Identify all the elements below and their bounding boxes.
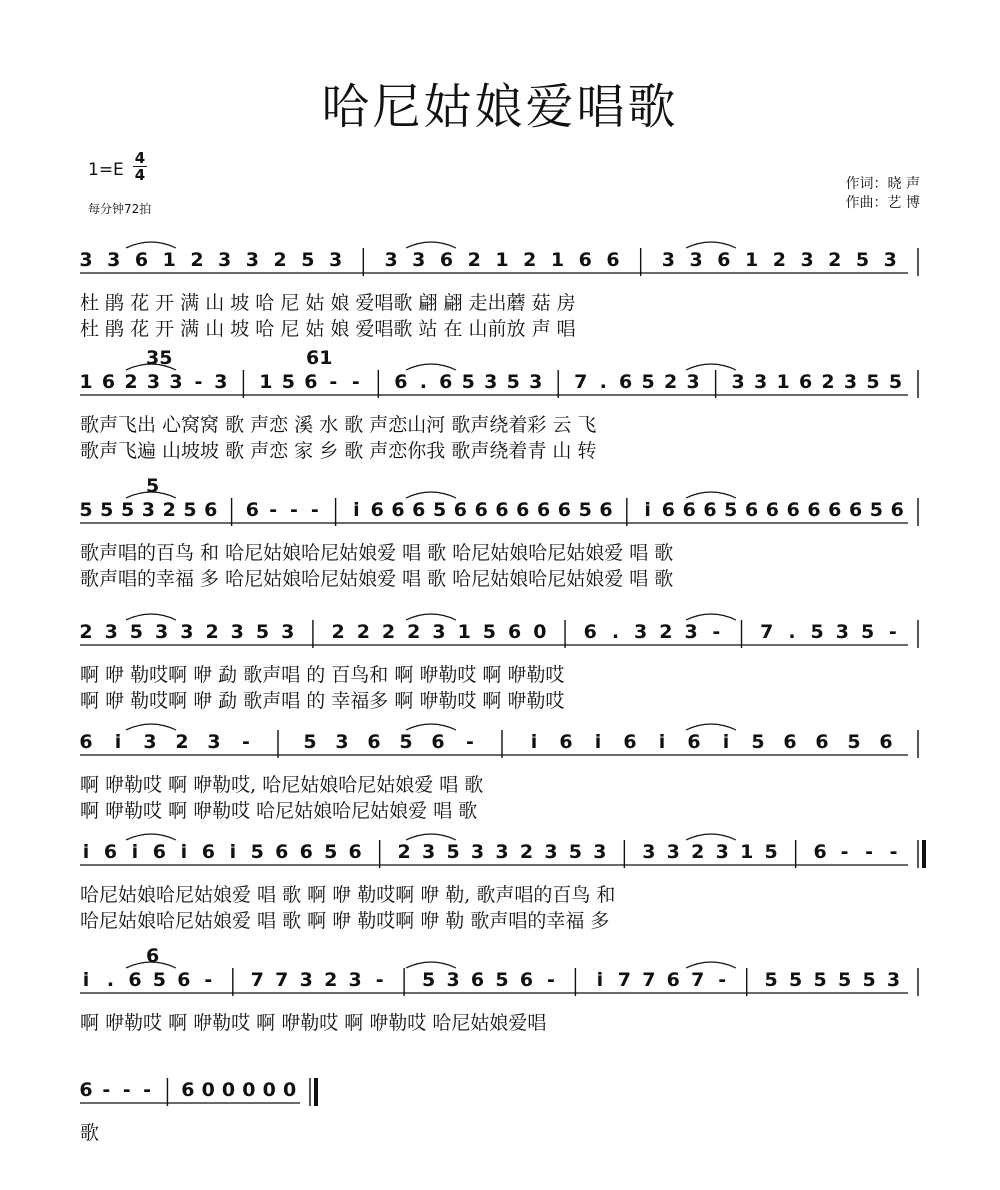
note: 1 [457, 621, 471, 643]
note: 6 [599, 499, 613, 521]
note: 2 [772, 249, 786, 271]
slur [406, 614, 456, 620]
note: . [788, 621, 796, 643]
note: 3 [299, 969, 313, 991]
time-signature [132, 150, 148, 183]
note: 6 [439, 371, 453, 393]
note: - [329, 371, 338, 393]
note: 6 [765, 499, 780, 521]
note: 3 [79, 249, 93, 271]
note: 5 [79, 499, 93, 521]
note: 1 [259, 371, 273, 393]
note: i [596, 969, 604, 991]
note: 2 [124, 371, 138, 393]
note: 2 [79, 621, 93, 643]
note: 3 [155, 621, 169, 643]
note: - [143, 1079, 152, 1101]
note: 5 [303, 731, 317, 753]
note: i [722, 731, 730, 753]
note: i [594, 731, 602, 753]
note: - [194, 371, 203, 393]
note: 3 [328, 249, 343, 271]
note: 6 [453, 499, 468, 521]
note: 6 [103, 841, 118, 863]
note: i [658, 731, 666, 753]
composer: 作曲：艺 博 [845, 195, 920, 211]
note: - [242, 731, 250, 753]
note: 0 [201, 1079, 215, 1101]
note: 0 [533, 621, 547, 643]
note: 3 [207, 731, 221, 753]
slur [686, 492, 736, 498]
slur [686, 724, 736, 730]
note: i [131, 841, 139, 863]
note: - [290, 499, 298, 521]
note: - [718, 969, 727, 991]
note: 3 [180, 621, 194, 643]
slur [126, 242, 176, 248]
note: 5 [813, 969, 827, 991]
note: 5 [764, 969, 778, 991]
note: 3 [384, 249, 398, 271]
note: 2 [664, 371, 678, 393]
note: - [889, 841, 898, 863]
note: 6 [807, 499, 821, 521]
note: 6 [623, 731, 637, 753]
note: 2 [273, 249, 287, 271]
note: 3 [484, 371, 498, 393]
note: 3 [835, 621, 849, 643]
note: i [644, 499, 651, 521]
note: 6 [299, 841, 313, 863]
note: 6 [744, 499, 759, 521]
note: 5 [751, 731, 765, 753]
note: 6 [682, 499, 696, 521]
note: 3 [421, 841, 436, 863]
note: 3 [731, 371, 745, 393]
lyric-line: 哈尼姑娘哈尼姑娘爱 唱 歌 啊 咿 勒哎啊 咿 勒, 歌声唱的百鸟 和 [80, 884, 616, 906]
note: 5 [847, 731, 861, 753]
slur [126, 834, 176, 840]
grace-note: 35 [146, 347, 173, 369]
note: 6 [666, 969, 680, 991]
note: 6 [890, 499, 904, 521]
slur [406, 724, 456, 730]
grace-note: 6 [146, 945, 160, 967]
slur [126, 614, 176, 620]
slur [406, 962, 456, 968]
note: 3 [143, 731, 157, 753]
note: 0 [283, 1079, 297, 1101]
note: 3 [412, 249, 426, 271]
note: 3 [495, 841, 509, 863]
note: 1 [776, 371, 790, 393]
note: 3 [544, 841, 558, 863]
lyric-line: 啊 咿勒哎 啊 咿勒哎 哈尼姑娘哈尼姑娘爱 唱 歌 [80, 800, 478, 822]
note: 2 [162, 499, 176, 521]
note: i [82, 841, 90, 863]
note: 5 [837, 969, 852, 991]
note: - [375, 969, 384, 991]
note: 3 [218, 249, 232, 271]
note: 6 [101, 371, 116, 393]
lyric-line: 杜 鹃 花 开 满 山 坡 哈 尼 姑 娘 爱唱歌 站 在 山前放 声 唱 [80, 318, 576, 340]
lyric-line: 啊 咿 勒哎啊 咿 勐 歌声唱 的 幸福多 啊 咿勒哎 啊 咿勒哎 [80, 690, 565, 712]
note: 2 [467, 249, 481, 271]
note: 6 [431, 731, 445, 753]
slur [406, 492, 456, 498]
notation-line [0, 1070, 1000, 1130]
note: 2 [205, 621, 219, 643]
slur [406, 834, 456, 840]
note: 6 [606, 249, 620, 271]
note: - [888, 621, 897, 643]
note: 6 [507, 621, 522, 643]
note: 7 [250, 969, 264, 991]
score-system [0, 475, 1000, 610]
note: 5 [432, 499, 447, 521]
key-signature: 1=E [88, 160, 124, 180]
note: 6 [181, 1079, 195, 1101]
note: 5 [888, 371, 903, 393]
score-system [0, 722, 1000, 842]
grace-note: 5 [146, 475, 160, 497]
slur [686, 962, 736, 968]
time-bottom: 4 [134, 166, 146, 184]
note: 3 [666, 841, 680, 863]
note: - [466, 731, 474, 753]
note: 3 [335, 731, 349, 753]
note: 6 [128, 969, 142, 991]
note: 6 [798, 371, 813, 393]
note: 6 [245, 499, 260, 521]
note: . [599, 371, 607, 393]
note: 3 [281, 621, 295, 643]
note: 5 [810, 621, 824, 643]
note: 3 [141, 499, 156, 521]
note: 6 [557, 499, 572, 521]
note: 5 [152, 969, 167, 991]
note: 6 [703, 499, 717, 521]
note: 6 [204, 499, 218, 521]
note: - [351, 371, 360, 393]
note: 6 [370, 499, 384, 521]
lyric-line: 哈尼姑娘哈尼姑娘爱 唱 歌 啊 咿 勒哎啊 咿 勒 歌声唱的幸福 多 [80, 910, 610, 932]
lyric-line: 啊 咿勒哎 啊 咿勒哎 啊 咿勒哎 啊 咿勒哎 哈尼姑娘爱唱 [80, 1012, 547, 1034]
note: i [229, 841, 237, 863]
note: 3 [245, 249, 260, 271]
note: 6 [391, 499, 405, 521]
note: i [114, 731, 122, 753]
note: 3 [432, 621, 446, 643]
note: 5 [446, 841, 460, 863]
note: 5 [461, 371, 475, 393]
note: 2 [691, 841, 705, 863]
note: 1 [495, 249, 509, 271]
note: 3 [661, 249, 676, 271]
slur [686, 242, 736, 248]
note: 5 [120, 499, 135, 521]
note: 6 [177, 969, 191, 991]
lyric-line: 歌声飞遍 山坡坡 歌 声恋 家 乡 歌 声恋你我 歌声绕着青 山 转 [80, 440, 597, 462]
note: 3 [230, 621, 244, 643]
note: 2 [356, 621, 370, 643]
note: 5 [183, 499, 197, 521]
note: 1 [79, 371, 93, 393]
note: 1 [162, 249, 176, 271]
note: 5 [568, 841, 583, 863]
note: 3 [715, 841, 729, 863]
note: 6 [848, 499, 863, 521]
note: 5 [255, 621, 270, 643]
note: 6 [813, 841, 827, 863]
note: 6 [304, 371, 318, 393]
note: 6 [519, 969, 534, 991]
note: 3 [642, 841, 656, 863]
note: 6 [439, 249, 454, 271]
note: 5 [578, 499, 592, 521]
note: 6 [516, 499, 530, 521]
note: 3 [529, 371, 543, 393]
note: 2 [175, 731, 189, 753]
note: 5 [862, 969, 876, 991]
lyric-line: 歌声唱的百鸟 和 哈尼姑娘哈尼姑娘爱 唱 歌 哈尼姑娘哈尼姑娘爱 唱 歌 [80, 542, 674, 564]
slur [126, 724, 176, 730]
slur [406, 242, 456, 248]
note: 6 [394, 371, 408, 393]
note: 6 [275, 841, 289, 863]
note: 5 [869, 499, 884, 521]
tempo-marking: 每分钟72拍 [88, 202, 152, 216]
note: 6 [583, 621, 597, 643]
lyric-line: 歌声唱的幸福 多 哈尼姑娘哈尼姑娘爱 唱 歌 哈尼姑娘哈尼姑娘爱 唱 歌 [80, 568, 674, 590]
note: 6 [815, 731, 829, 753]
note: - [102, 1079, 111, 1101]
lyric-line: 啊 咿勒哎 啊 咿勒哎, 哈尼姑娘哈尼姑娘爱 唱 歌 [80, 774, 484, 796]
note: 3 [684, 621, 698, 643]
song-title: 哈尼姑娘爱唱歌 [321, 79, 679, 135]
note: 6 [412, 499, 426, 521]
note: 6 [661, 499, 676, 521]
note: . [419, 371, 427, 393]
note: 6 [79, 1079, 93, 1101]
lyric-line: 杜 鹃 花 开 满 山 坡 哈 尼 姑 娘 爱唱歌 翩 翩 走出蘑 菇 房 [80, 292, 576, 314]
note: 6 [79, 731, 93, 753]
note: 3 [883, 249, 897, 271]
note: 5 [129, 621, 144, 643]
note: 3 [104, 621, 118, 643]
note: 0 [242, 1079, 256, 1101]
note: 5 [789, 969, 803, 991]
note: 3 [146, 371, 161, 393]
note: 2 [324, 969, 338, 991]
note: 5 [855, 249, 870, 271]
note: . [106, 969, 115, 991]
note: 3 [753, 371, 768, 393]
score-system [0, 945, 1000, 1080]
score-system [0, 347, 1000, 482]
note: i [82, 969, 90, 991]
note: 6 [152, 841, 167, 863]
note: 5 [495, 969, 509, 991]
note: 6 [559, 731, 573, 753]
lyricist: 作词：晓 声 [845, 176, 920, 192]
note: 3 [348, 969, 362, 991]
note: - [204, 969, 213, 991]
note: 2 [381, 621, 396, 643]
note: 7 [617, 969, 631, 991]
note: 3 [886, 969, 901, 991]
score-system [0, 240, 1000, 360]
note: 5 [301, 249, 315, 271]
note: 2 [331, 621, 345, 643]
note: 5 [324, 841, 338, 863]
slur [686, 364, 736, 370]
grace-note: 61 [306, 347, 333, 369]
note: 3 [169, 371, 183, 393]
note: 6 [783, 731, 797, 753]
note: - [840, 841, 849, 863]
note: - [865, 841, 874, 863]
note: 3 [214, 371, 228, 393]
note: 6 [687, 731, 701, 753]
note: 2 [821, 371, 835, 393]
lyric-line: 歌 [80, 1122, 100, 1144]
note: 5 [482, 621, 497, 643]
note: 3 [843, 371, 858, 393]
note: 2 [407, 621, 421, 643]
note: 1 [740, 841, 754, 863]
credits [846, 175, 920, 213]
note: 6 [134, 249, 149, 271]
note: - [122, 1079, 131, 1101]
note: 3 [800, 249, 814, 271]
note: 7 [760, 621, 774, 643]
note: 5 [250, 841, 264, 863]
slur [686, 614, 736, 620]
note: 6 [470, 969, 485, 991]
note: - [310, 499, 319, 521]
slur [406, 364, 456, 370]
note: 1 [550, 249, 565, 271]
note: 5 [281, 371, 295, 393]
score-system [0, 1070, 1000, 1190]
note: 3 [107, 249, 121, 271]
note: 6 [367, 731, 381, 753]
note: 6 [348, 841, 362, 863]
note: - [712, 621, 721, 643]
note: 3 [689, 249, 703, 271]
note: 0 [221, 1079, 236, 1101]
note: 5 [399, 731, 413, 753]
note: . [611, 621, 620, 643]
lyric-line: 歌声飞出 心窝窝 歌 声恋 溪 水 歌 声恋山河 歌声绕着彩 云 飞 [80, 414, 597, 436]
note: 3 [470, 841, 485, 863]
note: 6 [619, 371, 633, 393]
note: 7 [642, 969, 656, 991]
note: 7 [275, 969, 289, 991]
score-system [0, 612, 1000, 732]
note: i [180, 841, 188, 863]
note: 6 [495, 499, 509, 521]
note: 5 [421, 969, 436, 991]
note: 6 [879, 731, 893, 753]
note: 5 [724, 499, 738, 521]
note: 2 [659, 621, 673, 643]
note: 7 [574, 371, 588, 393]
slur [686, 834, 736, 840]
note: 6 [717, 249, 731, 271]
note: 1 [744, 249, 759, 271]
note: - [546, 969, 555, 991]
score-system [0, 832, 1000, 952]
note: 5 [100, 499, 114, 521]
note: 5 [764, 841, 778, 863]
note: 7 [691, 969, 705, 991]
note: 6 [536, 499, 551, 521]
note: 2 [828, 249, 842, 271]
time-top: 4 [134, 149, 146, 167]
note: - [269, 499, 278, 521]
note: 3 [634, 621, 648, 643]
note: 6 [786, 499, 800, 521]
note: 3 [593, 841, 607, 863]
note: 2 [190, 249, 204, 271]
note: 5 [641, 371, 655, 393]
note: 3 [446, 969, 460, 991]
note: 6 [474, 499, 488, 521]
note: 5 [506, 371, 520, 393]
note: 6 [201, 841, 215, 863]
note: 2 [519, 841, 534, 863]
note: 5 [860, 621, 875, 643]
note: i [530, 731, 538, 753]
note: 6 [578, 249, 592, 271]
note: 2 [397, 841, 411, 863]
note: 6 [828, 499, 842, 521]
note: 0 [262, 1079, 276, 1101]
lyric-line: 啊 咿 勒哎啊 咿 勐 歌声唱 的 百鸟和 啊 咿勒哎 啊 咿勒哎 [80, 664, 565, 686]
note: 2 [523, 249, 537, 271]
note: 3 [686, 371, 700, 393]
note: i [353, 499, 360, 521]
note: 5 [866, 371, 880, 393]
